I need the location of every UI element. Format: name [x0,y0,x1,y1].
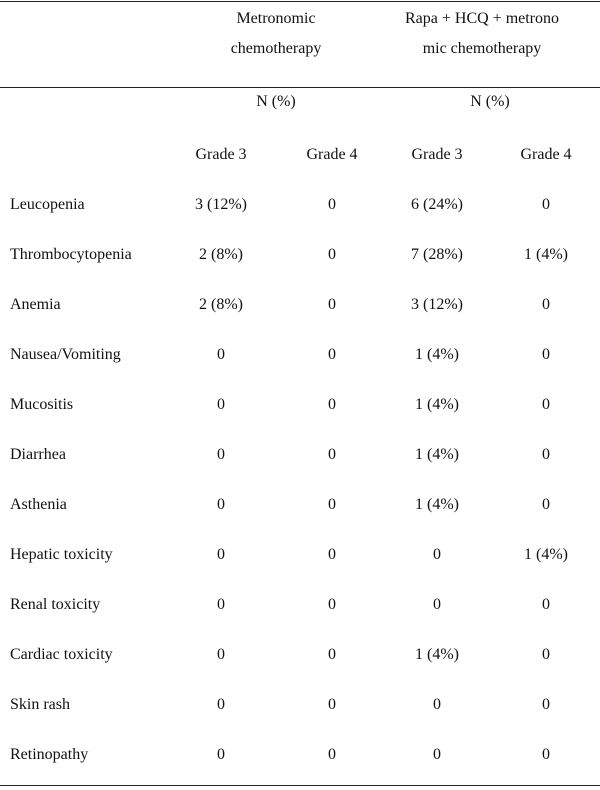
table-cell: 0 [542,296,550,313]
table-cell: 0 [542,396,550,413]
table-row [0,390,600,440]
table-cell: 0 [328,196,336,213]
table-top-rule [0,1,600,2]
table-cell: 0 [328,696,336,713]
grade-header: Grade 4 [306,146,358,163]
row-label: Retinopathy [10,746,89,763]
table-row [0,690,600,740]
table-row [0,290,600,340]
table-cell: 1 (4%) [524,546,568,563]
group-header-combination [362,4,600,64]
table-row [0,640,600,690]
row-label: Cardiac toxicity [10,646,113,663]
row-label: Leucopenia [10,196,85,213]
table-cell: 0 [328,646,336,663]
table-row [0,740,600,790]
table-cell: 0 [542,746,550,763]
table-cell: 0 [217,496,225,513]
table-cell: 0 [433,596,441,613]
table-cell: 0 [328,246,336,263]
row-label: Skin rash [10,696,70,713]
table-cell: 2 (8%) [199,296,243,313]
table-cell: 1 (4%) [415,496,459,513]
group-header-line: chemotherapy [230,40,322,57]
table-cell: 1 (4%) [415,396,459,413]
table-cell: 0 [217,596,225,613]
table-cell: 0 [328,496,336,513]
group-header-line: Metronomic [236,10,316,27]
table-body [0,190,600,790]
table-row [0,240,600,290]
row-label: Mucositis [10,396,74,413]
stat-label-combination: N (%) [470,93,510,110]
row-label: Diarrhea [10,446,66,463]
table-cell: 0 [328,596,336,613]
table-cell: 0 [217,346,225,363]
table-row [0,440,600,490]
table-cell: 3 (12%) [195,196,247,213]
group-header-line: mic chemotherapy [422,40,542,57]
row-label: Nausea/Vomiting [10,346,121,363]
table-row [0,190,600,240]
row-label: Renal toxicity [10,596,101,613]
table-cell: 0 [542,196,550,213]
grade-header: Grade 3 [195,146,247,163]
table-cell: 0 [217,696,225,713]
row-label: Hepatic toxicity [10,546,113,563]
table-cell: 0 [217,746,225,763]
table-cell: 0 [328,546,336,563]
table-cell: 1 (4%) [415,446,459,463]
table-cell: 0 [433,546,441,563]
grade-header: Grade 4 [520,146,572,163]
table-cell: 0 [433,696,441,713]
table-cell: 1 (4%) [415,346,459,363]
table-bottom-rule [0,785,600,786]
table-cell: 0 [328,296,336,313]
row-label: Anemia [10,296,61,313]
table-cell: 0 [433,746,441,763]
table-cell: 0 [542,346,550,363]
table-cell: 7 (28%) [411,246,463,263]
table-row [0,340,600,390]
table-row [0,490,600,540]
group-header-metronomic [160,4,392,64]
table-cell: 0 [328,446,336,463]
stat-label-metronomic: N (%) [256,93,296,110]
table-cell: 0 [542,646,550,663]
table-cell: 0 [217,446,225,463]
table-cell: 0 [542,696,550,713]
table-cell: 6 (24%) [411,196,463,213]
table-cell: 0 [217,646,225,663]
table-cell: 3 (12%) [411,296,463,313]
table-cell: 1 (4%) [415,646,459,663]
table-row [0,540,600,590]
row-label: Asthenia [10,496,67,513]
table-cell: 0 [542,496,550,513]
row-label: Thrombocytopenia [10,246,132,263]
table-cell: 0 [328,746,336,763]
table-cell: 0 [217,396,225,413]
table-row [0,590,600,640]
table-cell: 1 (4%) [524,246,568,263]
table-cell: 0 [542,446,550,463]
table-cell: 0 [217,546,225,563]
table-cell: 0 [542,596,550,613]
table-cell: 0 [328,396,336,413]
group-header-line: Rapa + HCQ + metrono [404,10,560,27]
table-cell: 2 (8%) [199,246,243,263]
table-cell: 0 [328,346,336,363]
grade-header: Grade 3 [411,146,463,163]
